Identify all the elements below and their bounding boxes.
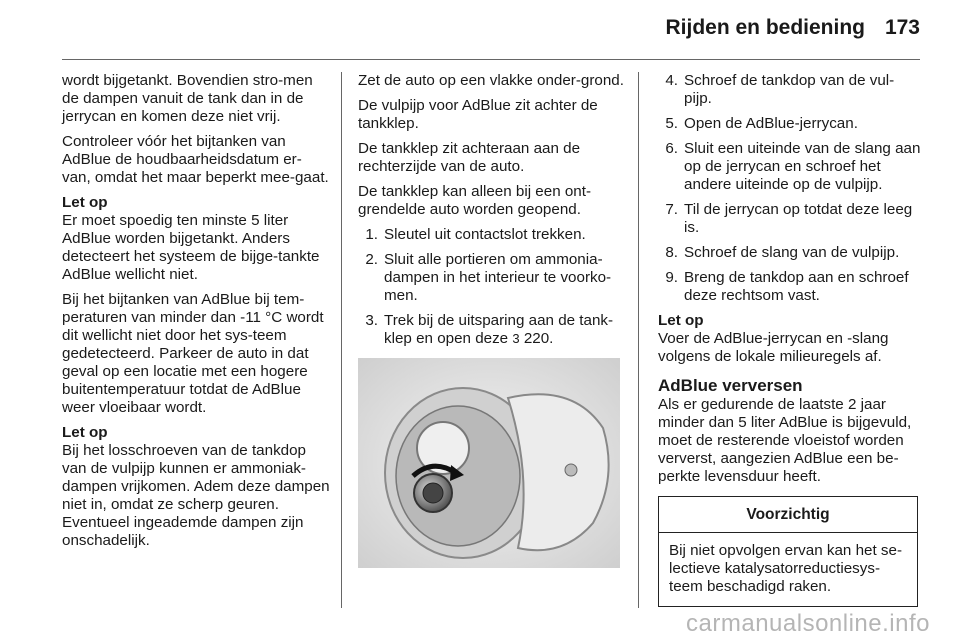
paragraph: Als er gedurende de laatste 2 jaar minder dan 5 liter AdBlue is bijgevuld, moet de resterende vloeistof worden ververst, aangezien AdBlue een be-perkte levensduur heeft. <box>658 396 912 485</box>
step-list <box>658 72 922 305</box>
paragraph: Zet de auto op een vlakke onder-grond. <box>358 72 624 89</box>
list-item <box>358 226 624 244</box>
list-item <box>358 251 624 305</box>
step-number: 6. <box>665 140 678 157</box>
note-label: Let op <box>62 194 108 211</box>
column-divider-2 <box>638 72 639 608</box>
list-item <box>658 201 922 237</box>
step-text: Schroef de tankdop van de vul-pijp. <box>684 72 895 107</box>
flap-hinge <box>565 464 577 476</box>
page-reference[interactable]: 220. <box>523 330 554 347</box>
step-text: Open de AdBlue-jerrycan. <box>684 115 858 132</box>
column-1 <box>62 72 330 557</box>
note-label: Let op <box>658 312 704 329</box>
caution-text: Bij niet opvolgen ervan kan het se-lectieve katalysatorreductiesys-teem beschadigd raken. <box>669 542 903 595</box>
list-item <box>658 115 922 133</box>
fuel-flap-drawing <box>358 358 620 568</box>
step-text: Sluit een uiteinde van de slang aan op de jerrycan en schroef het andere uiteinde op de vulpijp. <box>684 140 921 193</box>
list-item <box>358 312 624 348</box>
paragraph: De tankklep zit achteraan aan de rechterzijde van de auto. <box>358 140 581 175</box>
note-text: Er moet spoedig ten minste 5 liter AdBlue worden bijgetankt. Anders detecteert het systeem de bijge-tankte AdBlue wellicht niet. <box>62 212 320 283</box>
step-list <box>358 226 624 348</box>
list-item <box>658 244 922 262</box>
paragraph: De vulpijp voor AdBlue zit achter de tankklep. <box>358 97 598 132</box>
header-divider <box>62 59 920 60</box>
paragraph: Bij het bijtanken van AdBlue bij tem-peraturen van minder dan -11 °C wordt dit wellicht niet door het sys-teem gedetecteerd. Parkeer de auto in dat geval op een locatie met een hogere buitentemperatuur totdat de AdBlue weer vloeibaar wordt. <box>62 291 324 416</box>
page-number: 173 <box>884 16 920 39</box>
column-divider-1 <box>341 72 342 608</box>
step-number: 8. <box>665 244 678 261</box>
list-item <box>658 269 922 305</box>
step-number: 5. <box>665 115 678 132</box>
step-number: 1. <box>365 226 378 243</box>
paragraph: Controleer vóór het bijtanken van AdBlue de houdbaarheidsdatum er-van, omdat het maar beperkt mee-gaat. <box>62 133 329 186</box>
watermark: carmanualsonline.info <box>686 610 930 637</box>
column-3 <box>658 72 922 607</box>
step-text: Trek bij de uitsparing aan de tank-klep en open deze <box>384 312 614 347</box>
step-text: Schroef de slang van de vulpijp. <box>684 244 900 261</box>
list-item <box>658 72 922 108</box>
caution-title: Voorzichtig <box>659 497 917 533</box>
page-reference-arrow-icon[interactable]: 3 <box>512 331 520 346</box>
step-number: 9. <box>665 269 678 286</box>
step-number: 2. <box>365 251 378 268</box>
fuel-flap-illustration <box>358 358 620 568</box>
caution-box <box>658 496 918 607</box>
step-text: Sleutel uit contactslot trekken. <box>384 226 586 243</box>
step-number: 7. <box>665 201 678 218</box>
list-item <box>658 140 922 194</box>
step-text: Breng de tankdop aan en schroef deze rechtsom vast. <box>684 269 909 304</box>
note-label: Let op <box>62 424 108 441</box>
step-number: 4. <box>665 72 678 89</box>
note-text: Voer de AdBlue-jerrycan en -slang volgens de lokale milieuregels af. <box>658 330 889 365</box>
paragraph: wordt bijgetankt. Bovendien stro-men de dampen vanuit de tank dan in de jerrycan en komen deze niet vrij. <box>62 72 313 125</box>
step-text: Sluit alle portieren om ammonia-dampen in het interieur te voorko-men. <box>384 251 612 304</box>
column-2 <box>358 72 624 568</box>
step-number: 3. <box>365 312 378 329</box>
section-heading: AdBlue verversen <box>658 376 803 395</box>
paragraph: De tankklep kan alleen bij een ont-grendelde auto worden geopend. <box>358 183 592 218</box>
page-header-title: Rijden en bediening <box>665 16 865 39</box>
note-text: Bij het losschroeven van de tankdop van de vulpijp kunnen er ammoniak-dampen vrijkomen. Adem deze dampen niet in, omdat ze scherp geuren. Eventueel ingeademde dampen zijn onschadelijk. <box>62 442 330 549</box>
step-text: Til de jerrycan op totdat deze leeg is. <box>684 201 913 236</box>
adblue-cap-center <box>423 483 443 503</box>
